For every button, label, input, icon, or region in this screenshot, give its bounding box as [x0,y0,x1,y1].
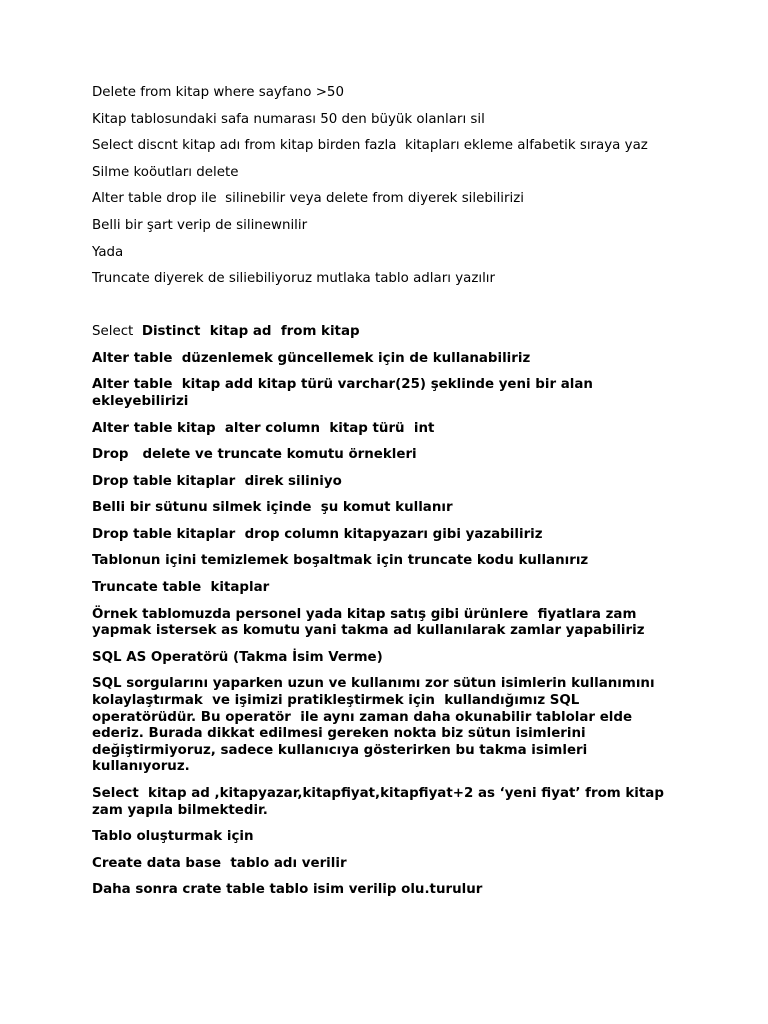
paragraph-sql-as-heading: SQL AS Operatörü (Takma İsim Verme) [92,649,383,665]
paragraph-alter-drop: Alter table drop ile silinebilir veya delete from diyerek silebilirizi [92,191,524,207]
paragraph-alter-table-add: Alter table kitap add kitap türü varchar(25) şeklinde yeni bir alan ekleyebilirizi [92,377,598,409]
paragraph-tablo-olusturmak: Tablo oluşturmak için [92,829,254,845]
paragraph-column-delete: Belli bir sütunu silmek içinde şu komut kullanır [92,500,453,516]
paragraph-delete-query: Delete from kitap where sayfano >50 [92,85,344,100]
paragraph-silme-komutlari: Silme koöutları delete [92,164,239,180]
document-page [92,85,682,909]
blank-line [92,298,682,324]
paragraph-yada: Yada [92,244,124,260]
paragraph-delete-explanation: Kitap tablosundaki safa numarası 50 den büyük olanları sil [92,111,485,127]
paragraph-truncate-table: Truncate table kitaplar [92,580,270,596]
paragraph-create-table: Daha sonra crate table tablo isim verilip olu.turulur [92,882,483,898]
paragraph-select-distinct-note: Select discnt kitap adı from kitap birden fazla kitapları ekleme alfabetik sıraya yaz [92,138,648,154]
paragraph-create-database: Create data base tablo adı verilir [92,855,347,871]
paragraph-drop-examples: Drop delete ve truncate komutu örnekleri [92,447,417,463]
paragraph-truncate-usage: Tablonun içini temizlemek boşaltmak için truncate kodu kullanırız [92,553,589,569]
select-distinct-bold: Distinct kitap ad from kitap [141,324,360,340]
paragraph-select-as-example: Select kitap ad ,kitapyazar,kitapfiyat,kitapfiyat+2 as ‘yeni fiyat’ from kitap zam yapıla bilmektedir. [92,786,669,818]
select-prefix: Select [92,324,142,340]
paragraph-truncate-note: Truncate diyerek de siliebiliyoruz mutlaka tablo adları yazılır [92,271,496,287]
paragraph-alter-table-usage: Alter table düzenlemek güncellemek için de kullanabiliriz [92,350,531,366]
paragraph-drop-column: Drop table kitaplar drop column kitapyazarı gibi yazabiliriz [92,526,543,542]
paragraph-sql-as-description: SQL sorgularını yaparken uzun ve kullanımı zor sütun isimlerin kullanımını kolaylaştırmak ve işimizi pratikleştirmek için kullandığımız SQL operatörüdür. Bu operatör ile aynı zaman daha okunabilir tablolar elde ederiz. Burada dikkat edilmesi gereken nokta biz sütun isimlerini değiştirmiyoruz, sadece kullanıcıya gösterirken bu takma isimleri kullanıyoruz. [92,676,660,775]
paragraph-alter-column: Alter table kitap alter column kitap türü int [92,420,435,436]
paragraph-drop-table: Drop table kitaplar direk siliniyo [92,473,342,489]
paragraph-select-distinct [92,324,682,341]
paragraph-belli-sart: Belli bir şart verip de silinewnilir [92,217,308,233]
paragraph-ornek-zam: Örnek tablomuzda personel yada kitap satış gibi ürünlere fiyatlara zam yapmak istersek as komutu yani takma ad kullanılarak zamlar yapabiliriz [92,606,645,639]
